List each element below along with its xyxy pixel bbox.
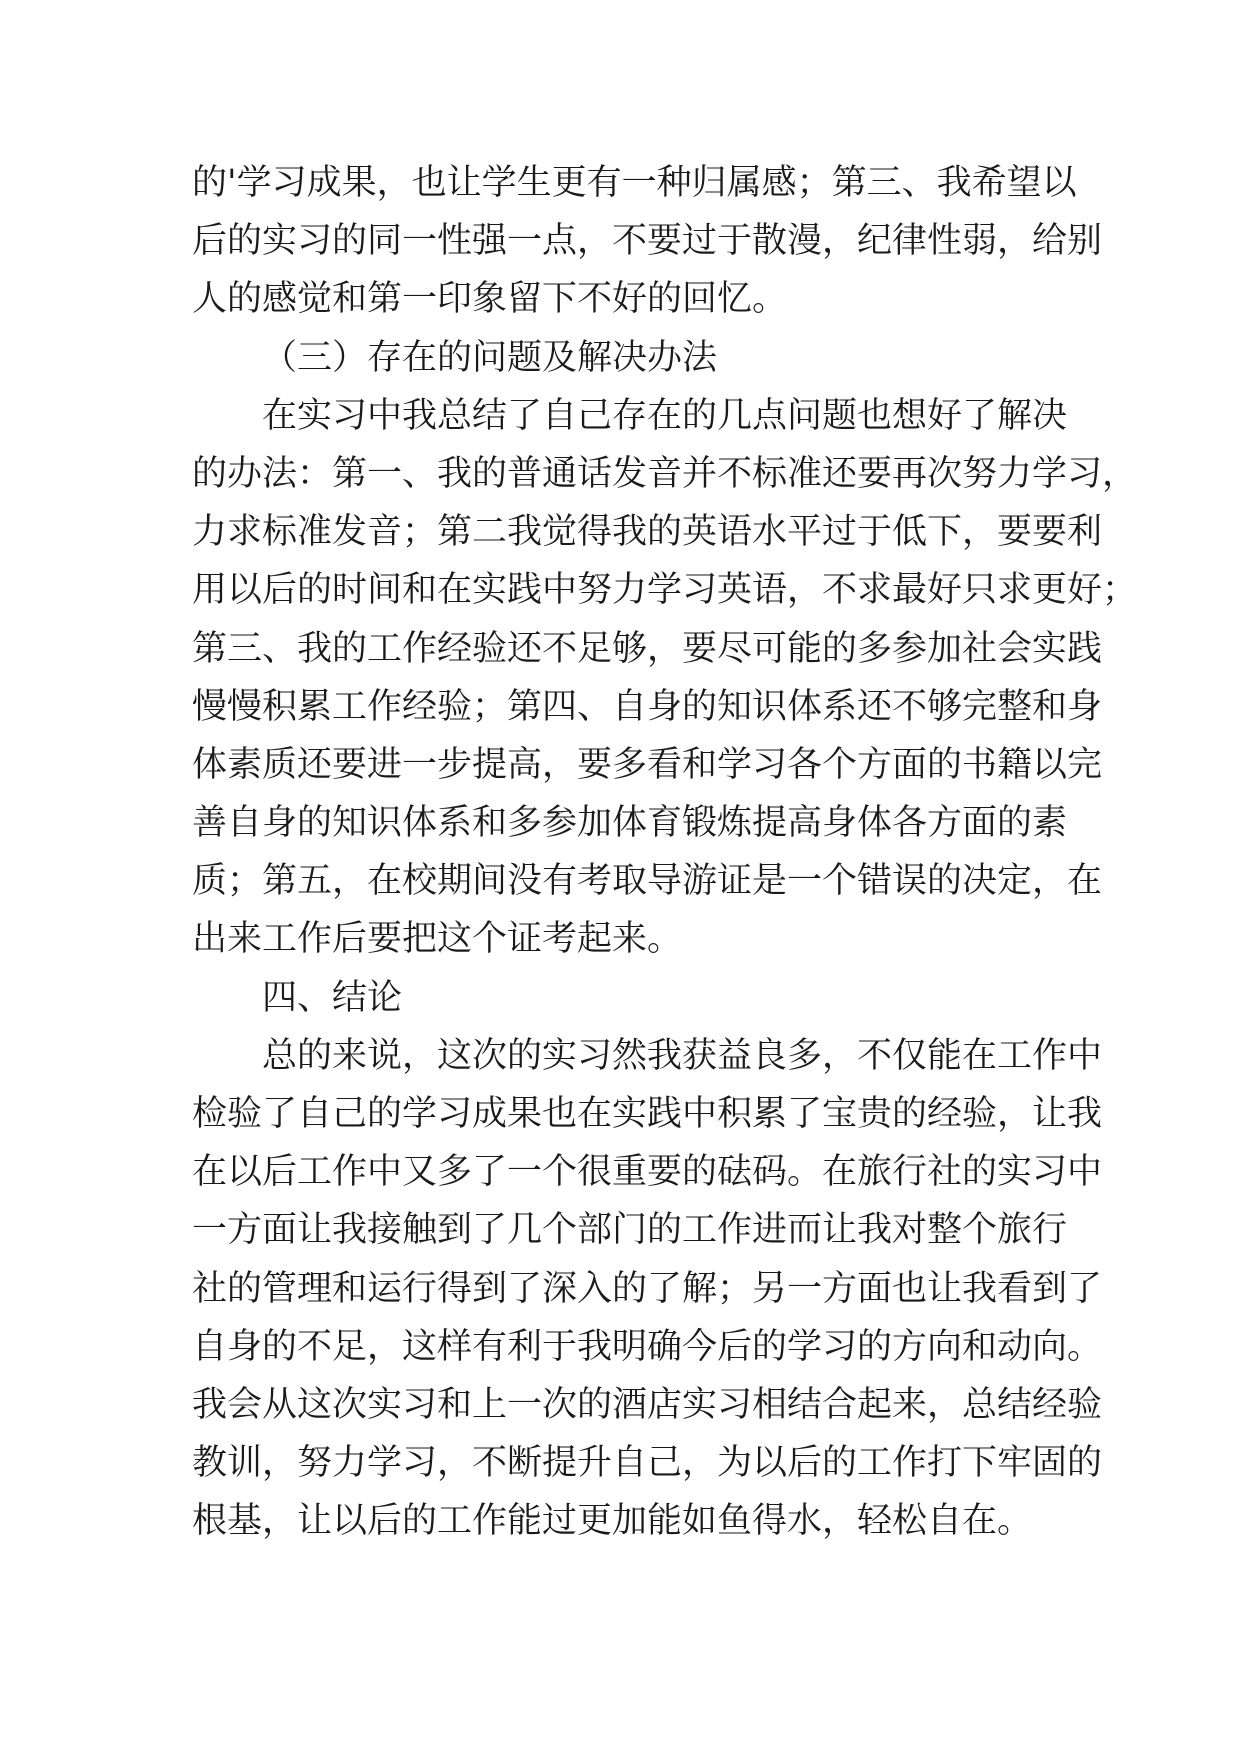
text-line: 在实习中我总结了自己存在的几点问题也想好了解决: [262, 395, 1068, 436]
text-line: 用以后的时间和在实践中努力学习英语，不求最好只求更好；: [192, 570, 1138, 611]
text-line: 后的实习的同一性强一点，不要过于散漫，纪律性弱，给别: [192, 221, 1103, 262]
text-line: 教训，努力学习，不断提升自己，为以后的工作打下牢固的: [192, 1443, 1103, 1484]
text-line: 的办法：第一、我的普通话发音并不标准还要再次努力学习，: [192, 453, 1138, 494]
text-line: 人的感觉和第一印象留下不好的回忆。: [192, 279, 788, 320]
text-line: 出来工作后要把这个证考起来。: [192, 919, 683, 960]
section-heading: 四、结论: [262, 977, 403, 1018]
text-line: 体素质还要进一步提高，要多看和学习各个方面的书籍以完: [192, 744, 1103, 785]
text-line: 在以后工作中又多了一个很重要的砝码。在旅行社的实习中: [192, 1152, 1103, 1193]
text-line: 检验了自己的学习成果也在实践中积累了宝贵的经验，让我: [192, 1094, 1103, 1134]
text-line: 根基，让以后的工作能过更加能如鱼得水，轻松自在。: [192, 1501, 1033, 1542]
text-line: 质；第五，在校期间没有考取导游证是一个错误的决定，在: [192, 861, 1103, 902]
text-line: 一方面让我接触到了几个部门的工作进而让我对整个旅行: [192, 1210, 1068, 1251]
text-line: 社的管理和运行得到了深入的了解；另一方面也让我看到了: [192, 1268, 1103, 1309]
section-heading: （三）存在的问题及解决办法: [262, 337, 718, 378]
text-line: 慢慢积累工作经验；第四、自身的知识体系还不够完整和身: [192, 686, 1103, 727]
text-line: 总的来说，这次的实习然我获益良多，不仅能在工作中: [262, 1035, 1103, 1076]
text-line: 力求标准发音；第二我觉得我的英语水平过于低下，要要利: [192, 512, 1103, 553]
text-line: 第三、我的工作经验还不足够，要尽可能的多参加社会实践: [192, 628, 1103, 669]
document-body: [192, 154, 1138, 1551]
text-line: 我会从这次实习和上一次的酒店实习相结合起来，总结经验: [192, 1384, 1103, 1425]
text-line: 的'学习成果，也让学生更有一种归属感；第三、我希望以: [192, 163, 1077, 203]
text-line: 善自身的知识体系和多参加体育锻炼提高身体各方面的素: [192, 803, 1068, 844]
text-line: 自身的不足，这样有利于我明确今后的学习的方向和动向。: [192, 1326, 1103, 1367]
